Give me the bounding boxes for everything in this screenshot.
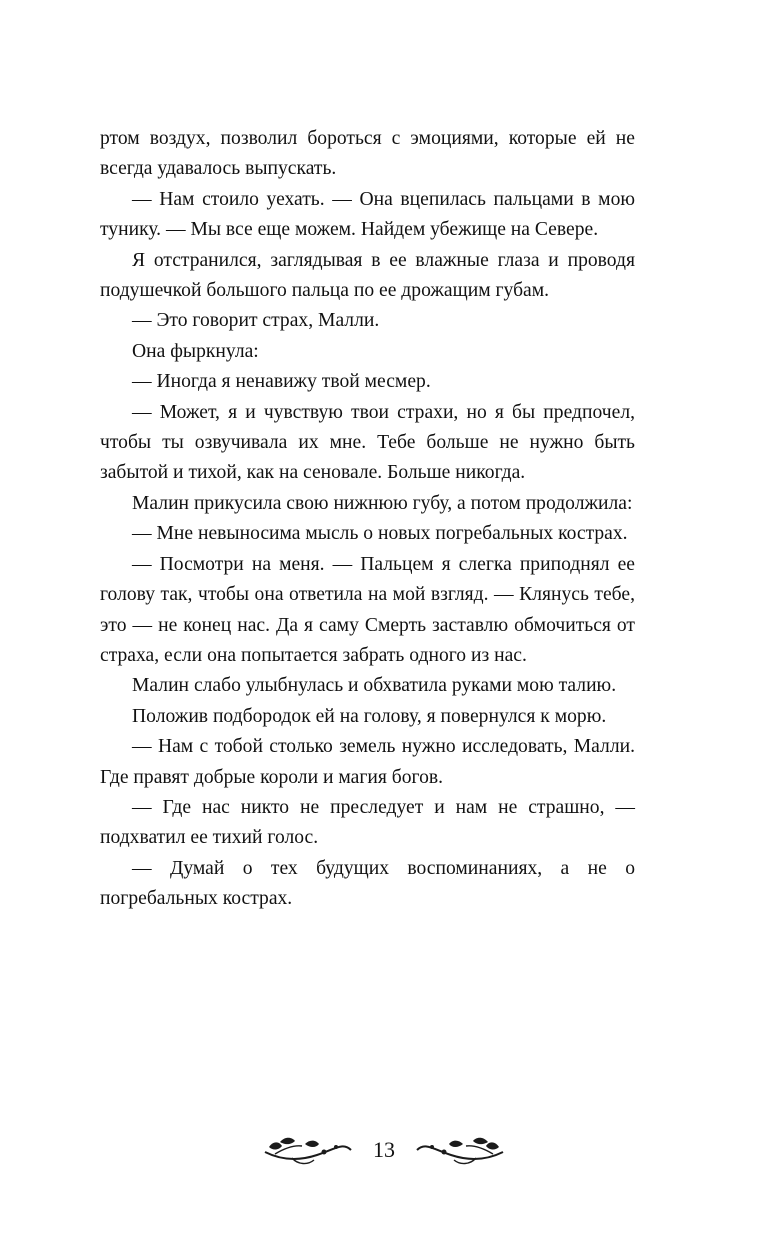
paragraph-13: — Нам с тобой столько земель нужно исследовать, Малли. Где правят добрые короли и магия богов. <box>100 736 635 788</box>
paragraph-4: — Это говорит страх, Малли. <box>132 310 380 332</box>
paragraph-8: Малин прикусила свою нижнюю губу, а потом продолжила: <box>132 492 633 514</box>
paragraph-12: Положив подбородок ей на голову, я повернулся к морю. <box>132 705 607 727</box>
page-footer <box>0 1128 768 1172</box>
paragraph-6: — Иногда я ненавижу твой месмер. <box>132 371 431 393</box>
floral-ornament-right-icon <box>413 1130 507 1170</box>
paragraph-5: Она фыркнула: <box>132 340 259 362</box>
paragraph-2: — Нам стоило уехать. — Она вцепилась пальцами в мою тунику. — Мы все еще можем. Найдем убежище на Севере. <box>100 188 635 241</box>
paragraph-14: — Где нас никто не преследует и нам не страшно, — подхватил ее тихий голос. <box>100 796 635 849</box>
floral-ornament-left-icon <box>261 1130 355 1170</box>
paragraph-7: — Может, я и чувствую твои страхи, но я бы предпочел, чтобы ты озвучивала их мне. Тебе больше не нужно быть забытой и тихой, как на сеновале. Больше никогда. <box>100 401 635 484</box>
paragraph-11: Малин слабо улыбнулась и обхватила руками мою талию. <box>132 675 617 697</box>
paragraph-1: ртом воздух, позволил бороться с эмоциями, которые ей не всегда удавалось выпускать. <box>100 128 635 180</box>
paragraph-15: — Думай о тех будущих воспоминаниях, а не о погребальных кострах. <box>100 857 635 910</box>
paragraph-3: Я отстранился, заглядывая в ее влажные глаза и проводя подушечкой большого пальца по ее дрожащим губам. <box>100 249 635 302</box>
page-number: 13 <box>373 1137 395 1162</box>
paragraph-10: — Посмотри на меня. — Пальцем я слегка приподнял ее голову так, чтобы она ответила на мой взгляд. — Клянусь тебе, это — не конец нас. Да я саму Смерть заставлю обмочиться от страха, если она попытается забрать одного из нас. <box>100 553 635 666</box>
paragraph-9: — Мне невыносима мысль о новых погребальных кострах. <box>132 523 628 545</box>
body-text <box>100 124 635 915</box>
